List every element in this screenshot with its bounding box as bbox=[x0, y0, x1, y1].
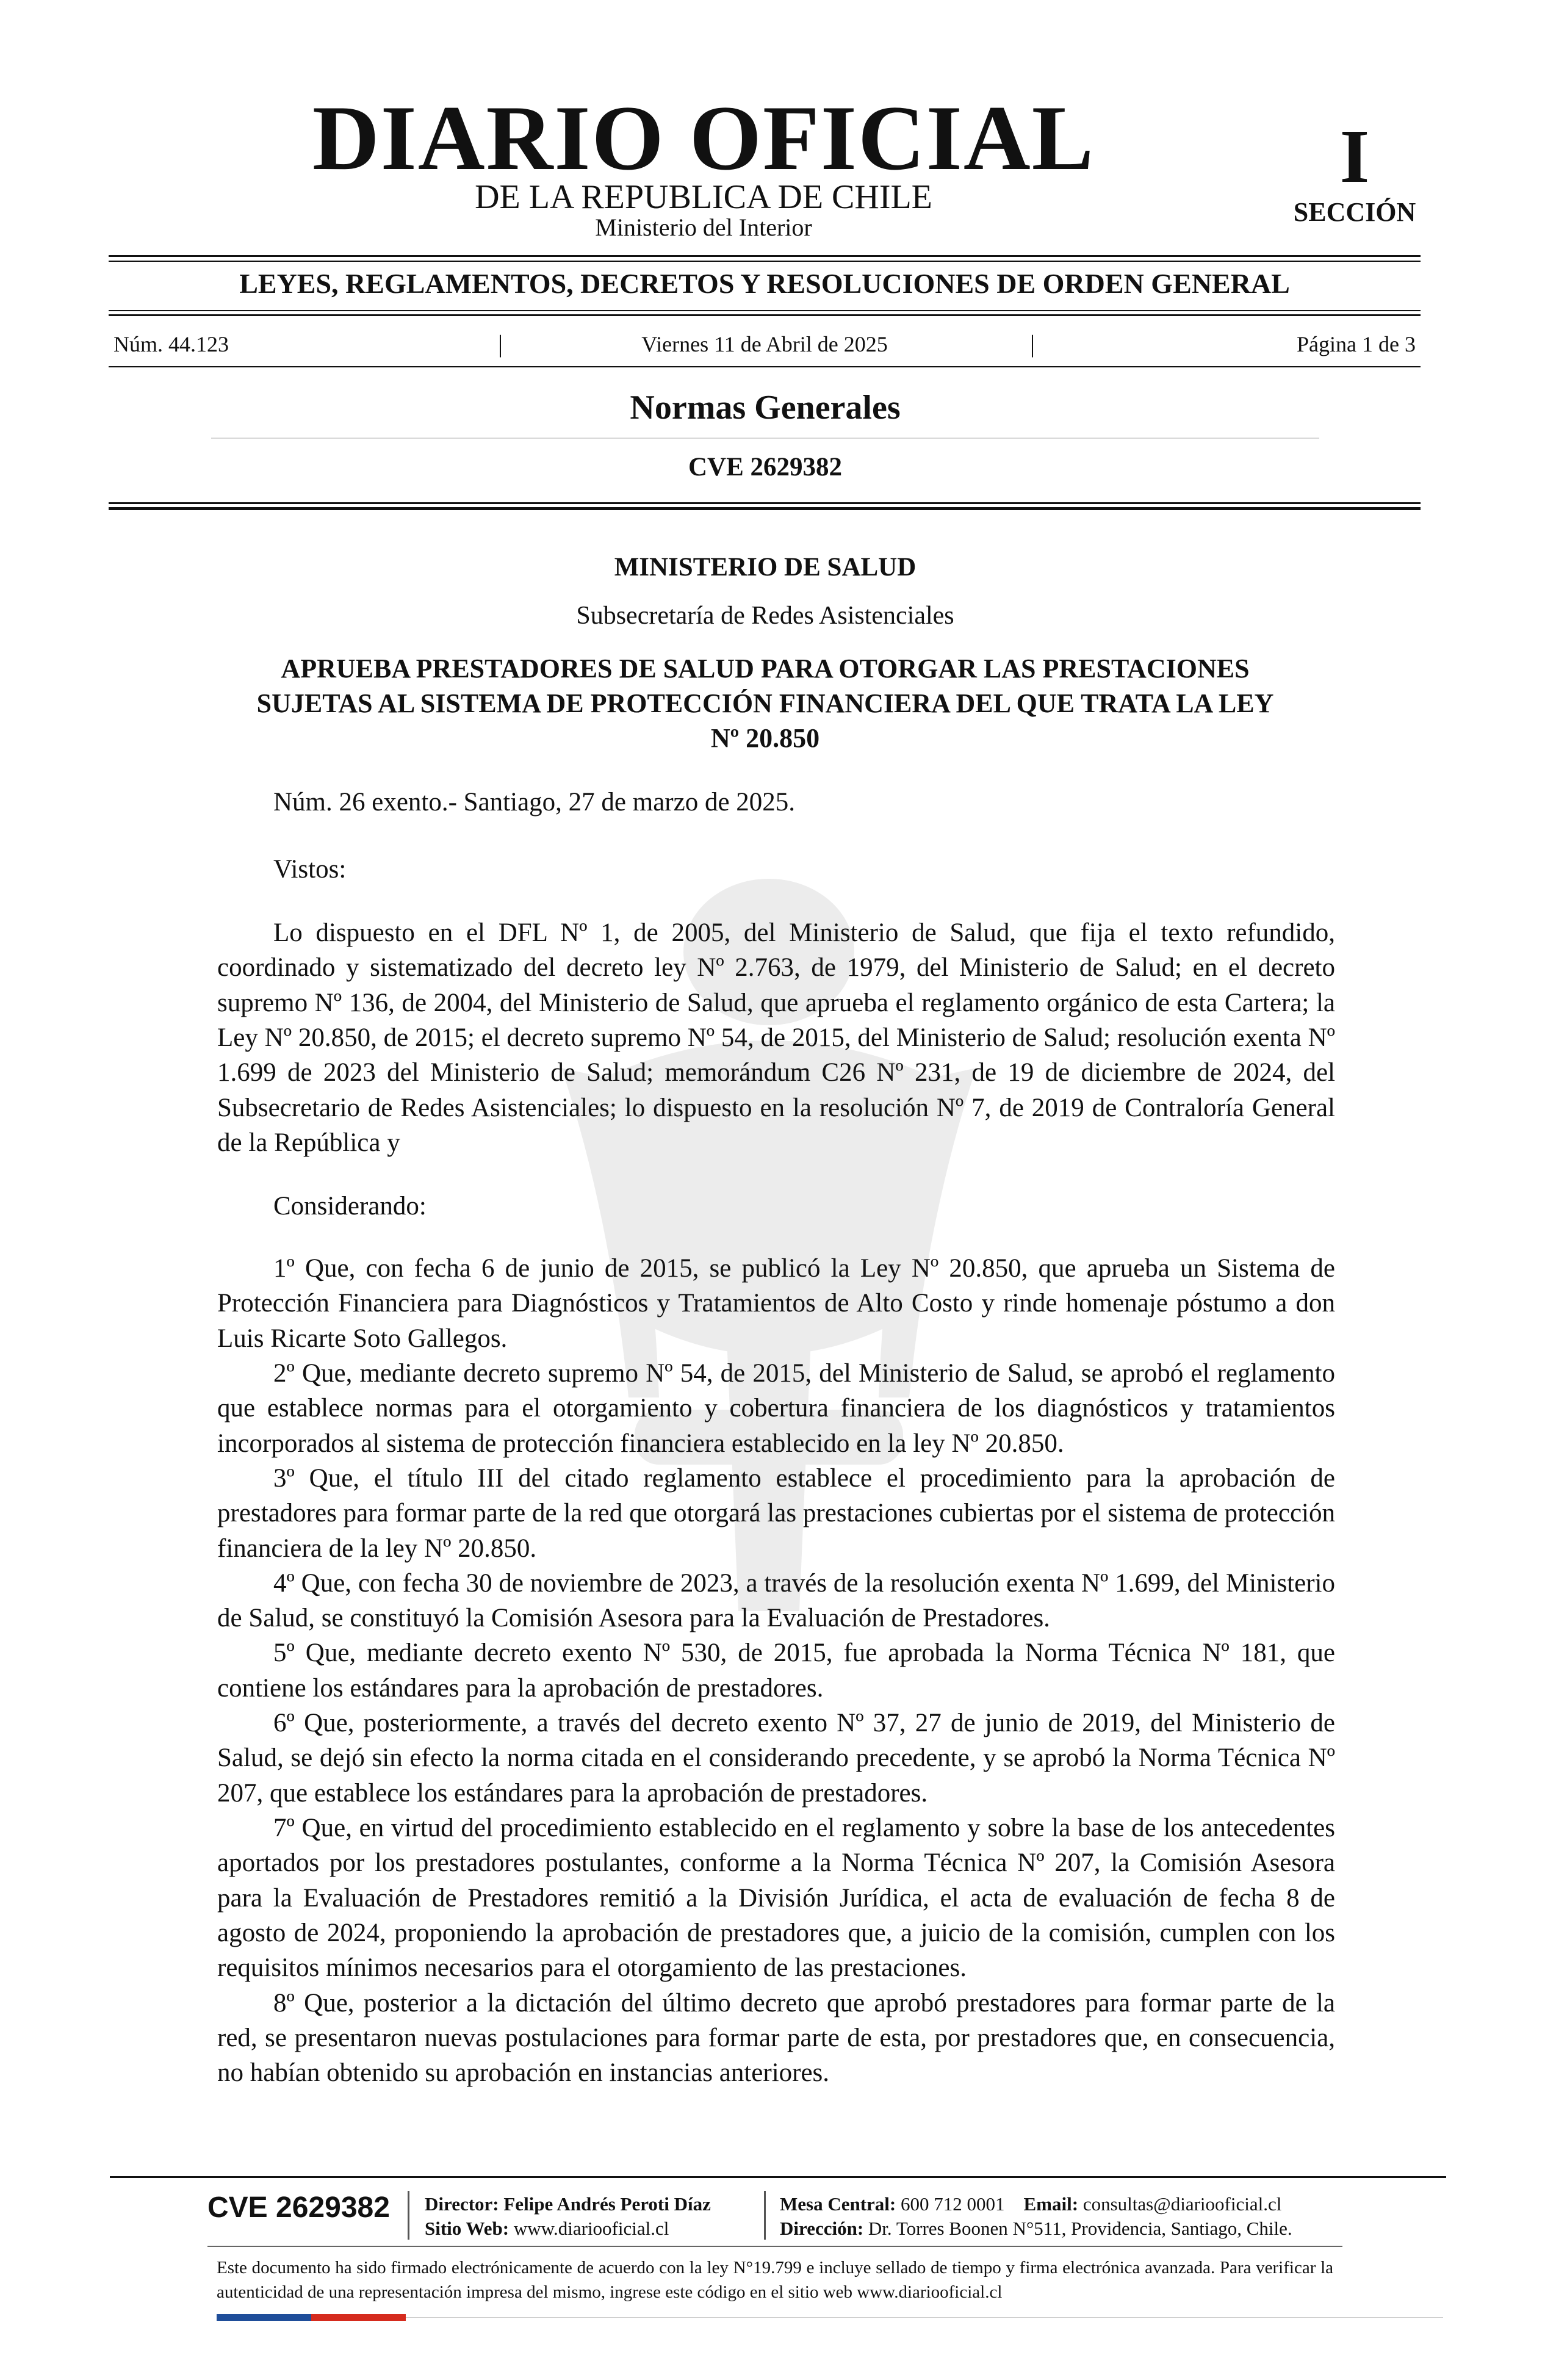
section-label: SECCIÓN bbox=[1293, 197, 1416, 227]
footer-divider bbox=[408, 2191, 409, 2240]
considerando-label: Considerando: bbox=[273, 1192, 427, 1221]
edition-separator: | bbox=[498, 330, 503, 358]
footer-website bbox=[425, 2216, 711, 2241]
footer-address-line bbox=[780, 2216, 1292, 2241]
considerandos-list bbox=[217, 1251, 1335, 2091]
footer-editorial-info bbox=[425, 2192, 711, 2241]
document-title-line: SUJETAS AL SISTEMA DE PROTECCIÓN FINANCIERA DEL QUE TRATA LA LEY bbox=[256, 688, 1274, 719]
footer-divider bbox=[764, 2191, 766, 2240]
footer-contact-info bbox=[780, 2192, 1292, 2241]
cve-rule-thick bbox=[109, 507, 1421, 510]
footer-address-value: Dr. Torres Boonen N°511, Providencia, Santiago, Chile. bbox=[868, 2218, 1292, 2240]
vistos-text: Lo dispuesto en el DFL Nº 1, de 2005, del Ministerio de Salud, que fija el texto refundido, coordinado y sistematizado del decreto ley Nº 2.763, de 1979, del Ministerio de Salud; en el decreto supremo Nº 136, de 2004, del Ministerio de Salud, que aprueba el reglamento orgánico de esta Cartera; la Ley Nº 20.850, de 2015; el decreto supremo Nº 54, de 2015, del Ministerio de Salud; resolución exenta Nº 1.699 de 2023 del Ministerio de Salud; memorándum C26 Nº 231, de 19 de diciembre de 2024, del Subsecretario de Redes Asistenciales; lo dispuesto en la resolución Nº 7, de 2019 de Contraloría General de la República y bbox=[217, 918, 1335, 1157]
document-ministry: MINISTERIO DE SALUD bbox=[614, 553, 917, 582]
top-rule bbox=[109, 255, 1421, 257]
newspaper-title: DIARIO OFICIAL bbox=[312, 87, 1095, 189]
section-title: Normas Generales bbox=[630, 389, 901, 427]
heading-band: LEYES, REGLAMENTOS, DECRETOS Y RESOLUCIONES DE ORDEN GENERAL bbox=[239, 268, 1290, 299]
document-title-line: Nº 20.850 bbox=[710, 723, 820, 754]
heading-rule bbox=[109, 314, 1421, 316]
footer-web-link[interactable]: www.diariooficial.cl bbox=[513, 2218, 669, 2240]
considerando-item: 8º Que, posterior a la dictación del último decreto que aprobó prestadores para formar parte de la red, se presentaron nuevas postulaciones para formar parte de esta, por prestadores que, en consecuencia, no habían obtenido su aprobación en instancias anteriores. bbox=[217, 1988, 1335, 2088]
considerando-item: 7º Que, en virtud del procedimiento establecido en el reglamento y sobre la base de los antecedentes aportados por los prestadores postulantes, conforme a la Norma Técnica Nº 207, la Comisión Asesora para la Evaluación de Prestadores remitió a la División Jurídica, el acta de evaluación de fecha 8 de agosto de 2024, proponiendo la aprobación de prestadores que, a juicio de la comisión, cumplen con los requisitos mínimos necesarios para el otorgamiento de las prestaciones. bbox=[217, 1814, 1335, 1983]
footer-director-name: Felipe Andrés Peroti Díaz bbox=[503, 2193, 711, 2215]
considerando-item: 5º Que, mediante decreto exento Nº 530, de 2015, fue aprobada la Norma Técnica Nº 181, que contiene los estándares para la aprobación de prestadores. bbox=[217, 1639, 1335, 1703]
considerando-item: 6º Que, posteriormente, a través del decreto exento Nº 37, 27 de junio de 2019, del Ministerio de Salud, se dejó sin efecto la norma citada en el considerando precedente, y se aprobó la Norma Técnica Nº 207, que establece los estándares para la aprobación de prestadores. bbox=[217, 1709, 1335, 1808]
footer-thin-rule bbox=[207, 2246, 1342, 2247]
section-number: I bbox=[1339, 115, 1370, 199]
footer-mesa-value: 600 712 0001 bbox=[901, 2193, 1005, 2215]
newspaper-ministry: Ministerio del Interior bbox=[595, 214, 812, 241]
newspaper-subtitle: DE LA REPUBLICA DE CHILE bbox=[475, 178, 932, 216]
cve-rule bbox=[109, 502, 1421, 504]
flag-stripe-line bbox=[406, 2317, 1443, 2318]
vistos-label: Vistos: bbox=[273, 855, 347, 884]
considerando-item: 4º Que, con fecha 30 de noviembre de 2023, a través de la resolución exenta Nº 1.699, del Ministerio de Salud, se constituyó la Comisión Asesora para la Evaluación de Prestadores. bbox=[217, 1568, 1335, 1633]
considerando-item: 3º Que, el título III del citado reglamento establece el procedimiento para la aprobación de prestadores para formar parte de la red que otorgará las prestaciones cubiertas por el sistema de protección financiera de la ley Nº 20.850. bbox=[217, 1463, 1335, 1563]
footer-signature-note: Este documento ha sido firmado electrónicamente de acuerdo con la ley N°19.799 e incluye sellado de tiempo y firma electrónica avanzada. Para verificar la autenticidad de una representación impresa del mismo, ingrese este código en el sitio web www.diariooficial.cl bbox=[217, 2258, 1333, 2302]
flag-stripe-blue bbox=[217, 2314, 311, 2321]
heading-rule-thin bbox=[109, 310, 1421, 311]
footer-mesa-label: Mesa Central: bbox=[780, 2193, 896, 2215]
footer-email-link[interactable]: consultas@diariooficial.cl bbox=[1082, 2193, 1282, 2215]
edition-number: Núm. 44.123 bbox=[113, 332, 229, 356]
footer-rule bbox=[110, 2176, 1446, 2178]
considerando-item: 2º Que, mediante decreto supremo Nº 54, de 2015, del Ministerio de Salud, se aprobó el reglamento que establece normas para el otorgamiento y cobertura financiera de los diagnósticos y tratamientos incorporados al sistema de protección financiera establecido en la ley Nº 20.850. bbox=[217, 1358, 1335, 1458]
footer-contact-line bbox=[780, 2192, 1292, 2216]
document-subsecretary: Subsecretaría de Redes Asistenciales bbox=[576, 602, 954, 630]
edition-page: Página 1 de 3 bbox=[1297, 332, 1416, 356]
section-divider bbox=[211, 438, 1319, 439]
footer-cve-code: CVE 2629382 bbox=[207, 2191, 390, 2224]
footer-web-label: Sitio Web: bbox=[425, 2218, 510, 2240]
document-title-line: APRUEBA PRESTADORES DE SALUD PARA OTORGAR LAS PRESTACIONES bbox=[281, 654, 1250, 683]
flag-stripe-red bbox=[311, 2314, 406, 2321]
edition-separator: | bbox=[1030, 330, 1036, 358]
considerando-item: 1º Que, con fecha 6 de junio de 2015, se publicó la Ley Nº 20.850, que aprueba un Sistema de Protección Financiera para Diagnósticos y Tratamientos de Alto Costo y rinde homenaje póstumo a don Luis Ricarte Soto Gallegos. bbox=[217, 1254, 1335, 1353]
footer-director-label: Director: bbox=[425, 2193, 499, 2215]
edition-date: Viernes 11 de Abril de 2025 bbox=[641, 332, 888, 356]
vistos-paragraph bbox=[217, 915, 1335, 1160]
top-rule-thin bbox=[109, 261, 1421, 262]
document-title bbox=[183, 651, 1347, 756]
footer-email-label: Email: bbox=[1023, 2193, 1079, 2215]
decree-number-line: Núm. 26 exento.- Santiago, 27 de marzo de 2025. bbox=[273, 788, 796, 817]
cve-code: CVE 2629382 bbox=[688, 453, 843, 481]
edition-rule bbox=[109, 366, 1421, 367]
footer-director bbox=[425, 2192, 711, 2216]
footer-address-label: Dirección: bbox=[780, 2218, 864, 2240]
